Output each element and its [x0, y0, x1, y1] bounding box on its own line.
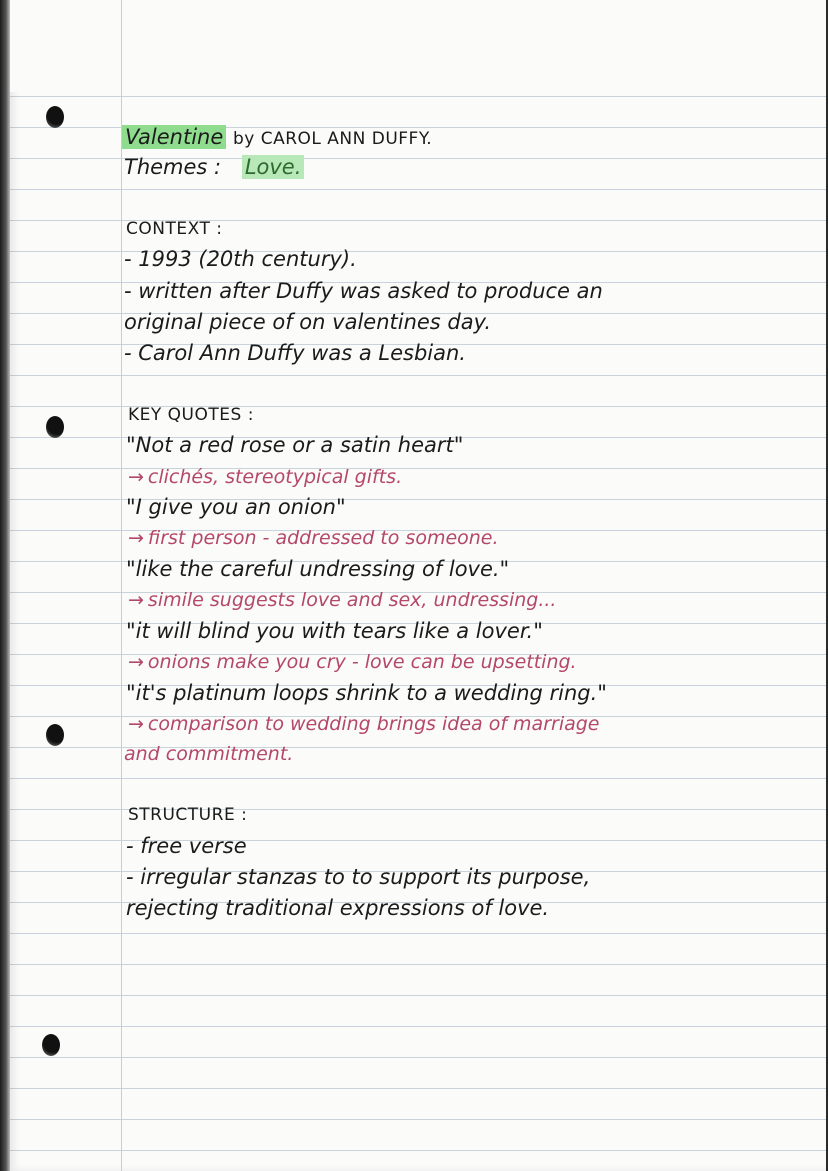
structure-line: - irregular stanzas to to support its purpose,	[126, 865, 591, 889]
binding-shadow	[0, 0, 10, 1171]
key-quotes-heading: KEY QUOTES :	[128, 405, 254, 425]
poem-author: by CAROL ANN DUFFY.	[232, 129, 433, 149]
punch-hole	[42, 1034, 60, 1056]
arrow-icon: →	[128, 527, 144, 549]
structure-line: rejecting traditional expressions of love.	[126, 896, 550, 920]
quote-line: "it's platinum loops shrink to a wedding ring."	[126, 681, 607, 705]
context-line: original piece of on valentines day.	[124, 310, 492, 334]
punch-hole	[46, 724, 64, 746]
margin-line	[121, 0, 122, 1171]
punch-hole	[46, 106, 64, 128]
themes-label: Themes :	[124, 155, 222, 179]
quote-note: → first person - addressed to someone.	[128, 527, 499, 549]
context-heading: CONTEXT :	[126, 219, 223, 239]
context-line: - Carol Ann Duffy was a Lesbian.	[124, 341, 466, 365]
notebook-page	[8, 0, 826, 1171]
context-line: - written after Duffy was asked to produce an	[124, 279, 603, 303]
quote-note: → simile suggests love and sex, undressing...	[128, 589, 557, 611]
structure-heading: STRUCTURE :	[128, 805, 248, 825]
quote-line: "Not a red rose or a satin heart"	[126, 433, 464, 457]
arrow-icon: →	[128, 466, 144, 488]
context-line: - 1993 (20th century).	[124, 247, 357, 271]
quote-note: → clichés, stereotypical gifts.	[128, 466, 403, 488]
quote-note: → onions make you cry - love can be upsetting.	[128, 651, 577, 673]
poem-title: Valentine	[122, 125, 226, 149]
punch-hole	[46, 416, 64, 438]
page-header-blank	[8, 0, 826, 92]
arrow-icon: →	[128, 589, 144, 611]
themes-value: Love.	[242, 155, 305, 179]
quote-line: "like the careful undressing of love."	[126, 557, 510, 581]
quote-note-continuation: and commitment.	[124, 743, 294, 765]
themes-line	[124, 154, 304, 180]
quote-line: "it will blind you with tears like a lover."	[126, 619, 543, 643]
arrow-icon: →	[128, 713, 144, 735]
title-line	[122, 124, 432, 152]
arrow-icon: →	[128, 651, 144, 673]
quote-note: → comparison to wedding brings idea of marriage	[128, 713, 600, 735]
quote-line: "I give you an onion"	[126, 495, 346, 519]
structure-line: - free verse	[126, 834, 247, 858]
